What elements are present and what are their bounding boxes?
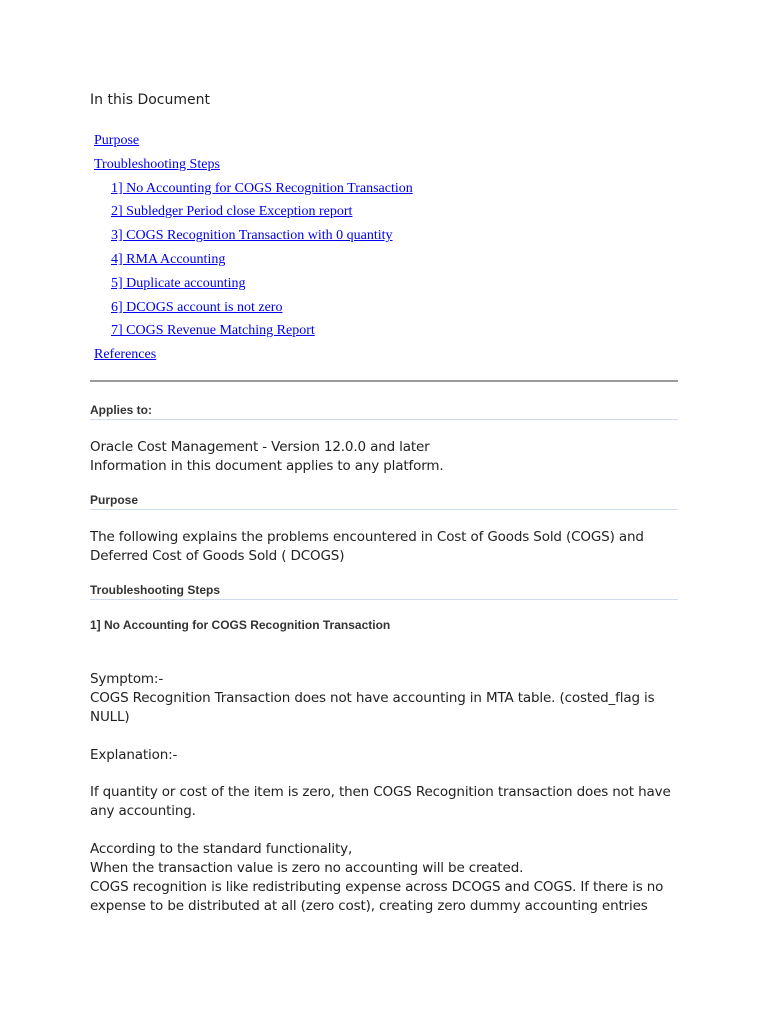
- toc-link-troubleshooting[interactable]: Troubleshooting Steps: [94, 156, 220, 172]
- symptom-label: Symptom:-: [90, 671, 164, 687]
- toc-item-troubleshooting: [94, 155, 413, 179]
- applies-to-line1: Oracle Cost Management - Version 12.0.0 and later: [90, 439, 430, 455]
- troubleshooting-title: Troubleshooting Steps: [90, 583, 678, 600]
- applies-to-title: Applies to:: [90, 403, 678, 420]
- toc-link-purpose[interactable]: Purpose: [94, 133, 140, 148]
- toc-link-step1[interactable]: 1] No Accounting for COGS Recognition Transaction: [111, 180, 413, 196]
- toc-link-step2[interactable]: 2] Subledger Period close Exception report: [111, 204, 353, 220]
- symptom-block: [90, 670, 680, 727]
- toc-link-step5[interactable]: 5] Duplicate accounting: [111, 275, 246, 291]
- explanation-text: If quantity or cost of the item is zero, then COGS Recognition transaction does not have any accounting.: [90, 784, 671, 819]
- toc-item-step2: [94, 202, 413, 226]
- toc-item-step3: [94, 226, 413, 250]
- standard-line3: COGS recognition is like redistributing expense across DCOGS and COGS. If there is no expense to be distributed at all (zero cost), creating zero dummy accounting entries: [90, 879, 664, 914]
- symptom-text: COGS Recognition Transaction does not have accounting in MTA table. (costed_flag is NULL): [90, 690, 655, 725]
- explanation-label: Explanation:-: [90, 747, 178, 763]
- toc-link-references[interactable]: References: [94, 347, 157, 363]
- applies-to-line2: Information in this document applies to any platform.: [90, 458, 444, 474]
- toc-link-step4[interactable]: 4] RMA Accounting: [111, 251, 226, 267]
- toc-item-step6: [94, 298, 413, 322]
- toc-item-step5: [94, 274, 413, 298]
- standard-functionality-block: [90, 840, 680, 916]
- standard-line1: According to the standard functionality,: [90, 841, 353, 857]
- document-heading: In this Document: [90, 92, 210, 108]
- applies-to-body: [90, 438, 680, 476]
- toc-item-step7: [94, 321, 413, 345]
- toc-item-references: [94, 345, 413, 369]
- standard-line2: When the transaction value is zero no accounting will be created.: [90, 860, 524, 876]
- step1-title: 1] No Accounting for COGS Recognition Transaction: [90, 618, 391, 632]
- section-divider: [90, 380, 678, 382]
- purpose-body: The following explains the problems encountered in Cost of Goods Sold (COGS) and Deferred Cost of Goods Sold ( DCOGS): [90, 529, 644, 564]
- toc-link-step7[interactable]: 7] COGS Revenue Matching Report: [111, 323, 315, 339]
- toc-link-step3[interactable]: 3] COGS Recognition Transaction with 0 quantity: [111, 228, 393, 244]
- toc-item-purpose: [94, 131, 413, 155]
- purpose-title: Purpose: [90, 493, 678, 510]
- toc-link-step6[interactable]: 6] DCOGS account is not zero: [111, 299, 283, 315]
- toc-item-step4: [94, 250, 413, 274]
- toc-item-step1: [94, 179, 413, 203]
- table-of-contents: [94, 131, 413, 369]
